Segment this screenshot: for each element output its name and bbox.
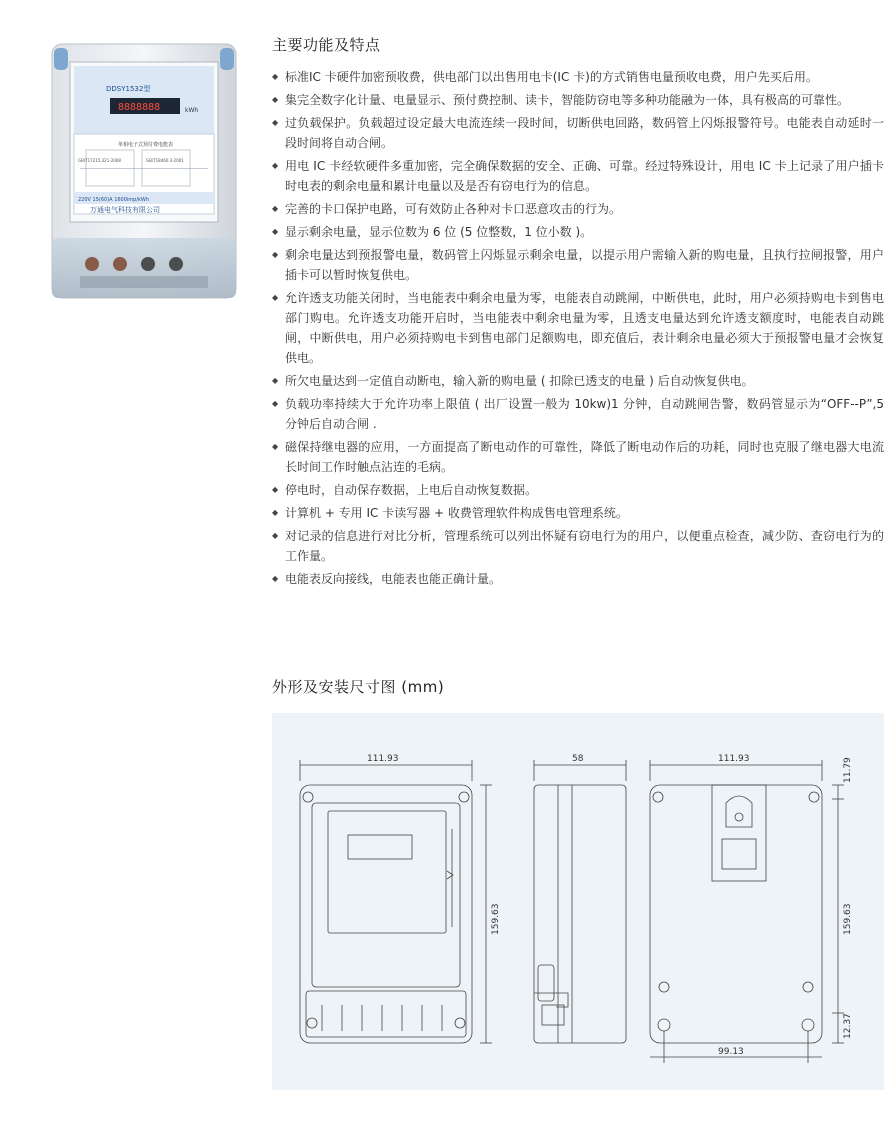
bullet-icon: ◆ [272,508,279,517]
feature-item [272,569,884,589]
features-list [272,67,884,592]
feature-text: 磁保持继电器的应用，一方面提高了断电动作的可靠性，降低了断电动作后的功耗，同时也克服了继电器大电流长时间工作时触点沾连的毛病。 [285,440,884,474]
feature-item [272,113,884,153]
product-photo [50,42,238,300]
rating-label: 220V 15(60)A 1600imp/kWh [78,197,150,203]
dimensions-title: 外形及安装尺寸图 (mm) [272,678,445,696]
standard-label-1: GB/T17215.321-2008 [78,158,121,163]
meter-image [50,42,238,300]
bullet-icon: ◆ [272,376,279,385]
meter-display-digits: 8888888 [118,102,161,113]
feature-text: 负载功率持续大于允许功率上限值 ( 出厂设置一般为 10kw)1 分钟，自动跳闸告警，数码管显示为“OFF--P”,5 分钟后自动合闸 . [285,397,884,431]
feature-item [272,245,884,285]
bullet-icon: ◆ [272,95,279,104]
feature-text: 用电 IC 卡经软硬件多重加密，完全确保数据的安全、正确、可靠。经过特殊设计，用电 IC 卡上记录了用户插卡时电表的剩余电量和累计电量以及是否有窃电行为的信息。 [285,159,884,193]
side-view [534,754,626,1043]
feature-item [272,199,884,219]
feature-text: 过负载保护。负载超过设定最大电流连续一段时间，切断供电回路，数码管上闪烁报警符号。电能表自动延时一段时间将自动合闸。 [285,116,884,150]
feature-text: 显示剩余电量，显示位数为 6 位 (5 位整数，1 位小数 )。 [285,225,593,239]
bullet-icon: ◆ [272,204,279,213]
front-view [300,754,501,1043]
back-bottom-offset-dim: 12.37 [843,1013,853,1039]
back-top-offset-dim: 11.79 [843,757,853,783]
feature-text: 允许透支功能关闭时，当电能表中剩余电量为零，电能表自动跳闸，中断供电，此时，用户必须持购电卡到售电部门购电。允许透支功能开启时，当电能表中剩余电量为零，且透支电量达到允许透支额度时，电能表自动跳闸，中断供电，用户必须持购电卡到售电部门足额购电，即充值后，表计剩余电量必须大于预报警电量才会恢复供电。 [285,291,884,365]
bullet-icon: ◆ [272,531,279,540]
bullet-icon: ◆ [272,227,279,236]
bullet-icon: ◆ [272,485,279,494]
features-title: 主要功能及特点 [272,36,381,54]
back-height-dim: 159.63 [843,903,853,935]
dimension-drawing [272,713,884,1090]
feature-text: 标准IC 卡硬件加密预收费，供电部门以出售用电卡(IC 卡)的方式销售电量预收电费，用户先买后用。 [285,70,818,84]
back-hole-spacing-dim: 99.13 [718,1047,744,1057]
bullet-icon: ◆ [272,442,279,451]
back-width-dim: 111.93 [718,754,750,764]
feature-item [272,526,884,566]
feature-item [272,90,884,110]
bullet-icon: ◆ [272,574,279,583]
side-depth-dim: 58 [572,754,584,764]
bullet-icon: ◆ [272,72,279,81]
front-width-dim: 111.93 [367,754,399,764]
feature-text: 对记录的信息进行对比分析，管理系统可以列出怀疑有窃电行为的用户，以便重点检查，减少防、查窃电行为的工作量。 [285,529,884,563]
feature-text: 所欠电量达到一定值自动断电，输入新的购电量 ( 扣除已透支的电量 ) 后自动恢复供电。 [285,374,754,388]
feature-item [272,288,884,368]
manufacturer-label: 万通电气科技有限公司 [90,206,160,214]
feature-item [272,394,884,434]
display-unit-label: kWh [185,107,199,114]
feature-text: 集完全数字化计量、电量显示、预付费控制、读卡，智能防窃电等多种功能融为一体，具有极高的可靠性。 [285,93,850,107]
feature-text: 电能表反向接线，电能表也能正确计量。 [285,572,502,586]
feature-item [272,480,884,500]
feature-item [272,371,884,391]
standard-label-2: GB/T18460.3-2001 [146,158,184,163]
meter-type-label: 单相电子式预付费电能表 [118,142,174,148]
feature-item [272,67,884,87]
feature-text: 计算机 + 专用 IC 卡读写器 + 收费管理软件构成售电管理系统。 [285,506,628,520]
feature-text: 停电时，自动保存数据，上电后自动恢复数据。 [285,483,538,497]
back-view [650,754,853,1063]
bullet-icon: ◆ [272,399,279,408]
feature-item [272,222,884,242]
feature-text: 完善的卡口保护电路，可有效防止各种对卡口恶意攻击的行为。 [285,202,622,216]
bullet-icon: ◆ [272,250,279,259]
bullet-icon: ◆ [272,161,279,170]
front-height-dim: 159.63 [491,903,501,935]
feature-item [272,437,884,477]
model-label: DDSY1532型 [106,85,151,93]
bullet-icon: ◆ [272,293,279,302]
feature-item [272,503,884,523]
feature-text: 剩余电量达到预报警电量，数码管上闪烁显示剩余电量，以提示用户需输入新的购电量，且执行拉闸报警，用户插卡可以暂时恢复供电。 [285,248,884,282]
feature-item [272,156,884,196]
bullet-icon: ◆ [272,118,279,127]
